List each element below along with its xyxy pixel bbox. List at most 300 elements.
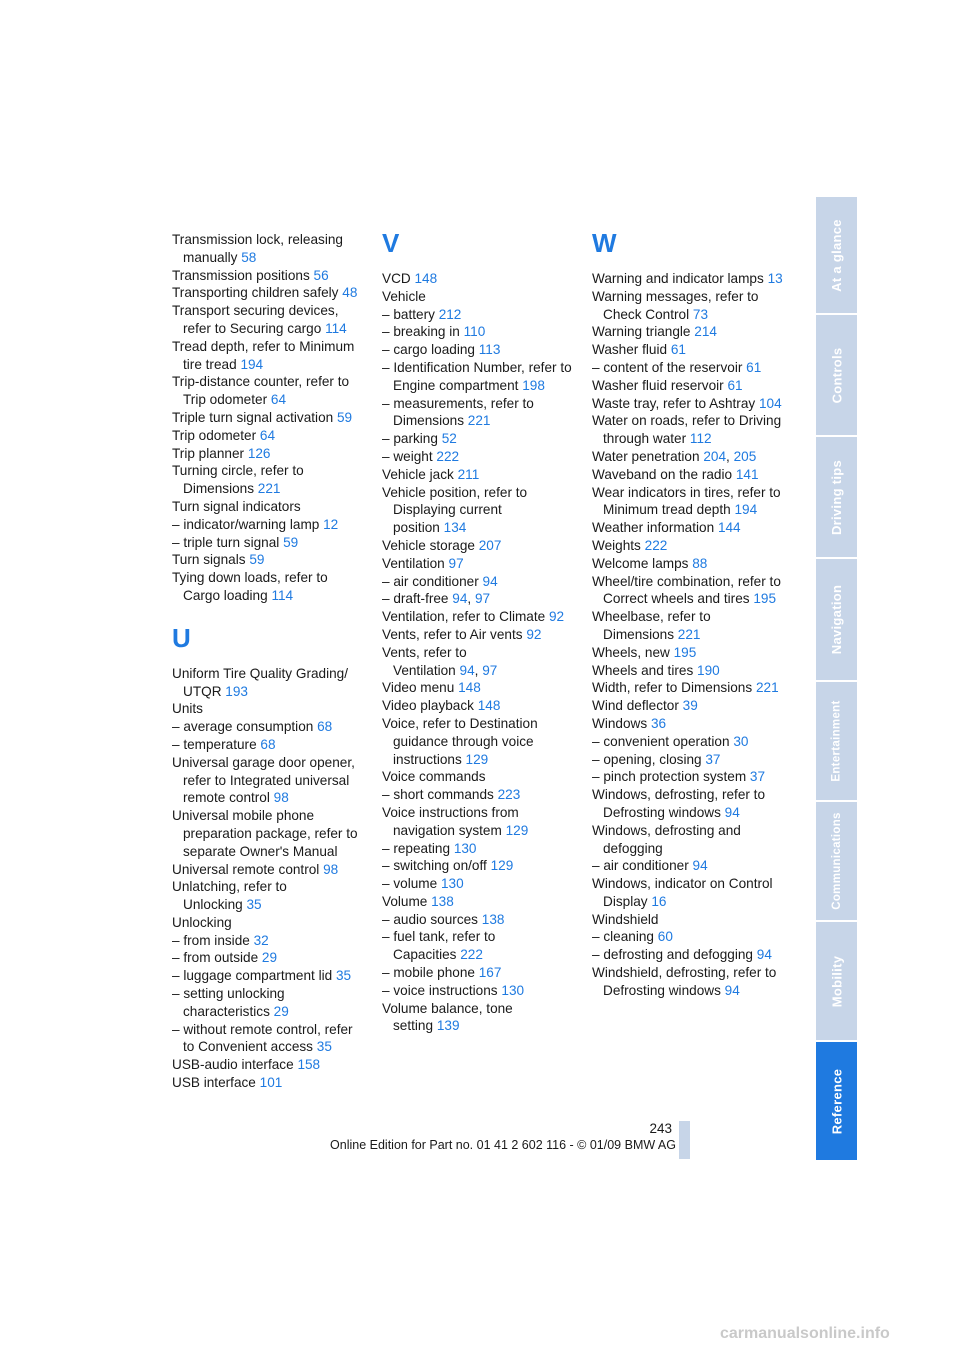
index-entry	[172, 949, 364, 967]
index-entry	[382, 395, 574, 431]
index-entry	[592, 662, 784, 680]
index-entry	[592, 412, 784, 448]
index-entry	[382, 964, 574, 982]
entry-text: – draft-free	[382, 591, 449, 607]
entry-text: Warning triangle	[592, 324, 691, 340]
index-entry: – draft-free 94, 97	[382, 591, 491, 607]
index-entry	[172, 462, 364, 498]
entry-text: Warning messages, refer to Check Control	[592, 288, 759, 322]
index-entry	[592, 644, 784, 662]
tab-navigation[interactable]	[816, 559, 857, 680]
entry-text: – air conditioner	[592, 858, 689, 874]
page-ref-link[interactable]: 211	[457, 466, 480, 482]
entry-text: – short commands	[382, 787, 494, 803]
index-entry	[382, 484, 574, 537]
index-entry	[592, 946, 784, 964]
page-ref-link[interactable]: 39	[682, 698, 698, 714]
entry-text: Windows, indicator on Control Display	[592, 876, 773, 909]
entry-text: Windows, defrosting and defogging	[592, 822, 741, 856]
entry-text: Wheels, new	[592, 644, 670, 660]
entry-text: Warning and indicator lamps	[592, 271, 764, 286]
index-entry	[592, 377, 784, 395]
entry-text: Turning circle, refer to Dimensions	[172, 463, 304, 497]
index-entry	[172, 932, 364, 950]
entry-text: – temperature	[172, 736, 257, 752]
entry-text: – air conditioner	[382, 573, 479, 589]
page-ref-link[interactable]: 113	[478, 342, 501, 358]
index-entry	[592, 537, 784, 555]
entry-text: – average consumption	[172, 719, 314, 735]
entry-text: Windshield, defrosting, refer to Defrosting windows	[592, 965, 777, 998]
index-entry	[172, 861, 364, 879]
entry-text: Width, refer to Dimensions	[592, 680, 753, 696]
page-ref-link[interactable]: 94	[452, 591, 468, 607]
tab-entertainment[interactable]	[816, 682, 857, 800]
entry-text: Vents, refer to Air vents	[382, 626, 523, 642]
index-entry	[592, 768, 784, 786]
page-ref-link[interactable]: 94	[756, 947, 772, 963]
index-entry	[592, 928, 784, 946]
page-ref-link[interactable]: 222	[460, 947, 483, 963]
page-ref-link[interactable]: 204	[703, 448, 727, 464]
page-ref-link[interactable]: 94	[459, 662, 475, 678]
index-entry	[172, 985, 364, 1021]
tab-at-a-glance[interactable]	[816, 197, 857, 313]
entry-text: Washer fluid reservoir	[592, 377, 724, 393]
index-entry	[592, 733, 784, 751]
entry-text: Tying down loads, refer to Cargo loading	[172, 570, 328, 603]
index-entry	[172, 718, 364, 736]
page-ref-link[interactable]: 130	[453, 840, 477, 856]
index-entry	[592, 270, 784, 288]
index-entry	[592, 519, 784, 537]
entry-text: Voice instructions from navigation system	[382, 804, 519, 838]
entry-text: Wear indicators in tires, refer to Minimum tread depth	[592, 484, 781, 518]
page-ref-link[interactable]: 61	[670, 342, 686, 358]
page-ref-link[interactable]: 194	[734, 502, 758, 518]
entry-text: – switching on/off	[382, 858, 487, 874]
index-entry	[172, 445, 364, 463]
entry-text: – from outside	[172, 950, 259, 966]
entry-text: Vehicle storage	[382, 537, 475, 553]
page-ref-link[interactable]: 94	[724, 982, 740, 998]
index-entry	[382, 626, 574, 644]
page-ref-link[interactable]: 138	[431, 893, 454, 909]
page-ref-link[interactable]: 30	[733, 733, 749, 749]
entry-text: Vents, refer to Ventilation	[382, 644, 467, 678]
page-ref-link[interactable]: 97	[448, 555, 464, 571]
section-letter: V	[382, 228, 400, 258]
page-ref-link[interactable]: 48	[342, 285, 358, 301]
index-entry	[172, 754, 364, 807]
page-ref-link[interactable]: 207	[478, 537, 502, 553]
entry-text: – voice instructions	[382, 982, 498, 998]
page-ref-link[interactable]: 221	[257, 481, 281, 497]
index-entry	[172, 267, 364, 285]
index-entry	[592, 573, 784, 609]
page-ref-link[interactable]: 223	[497, 787, 521, 803]
page-ref-link[interactable]: 29	[261, 950, 278, 966]
page-ref-link[interactable]: 139	[436, 1018, 460, 1034]
index-entry	[382, 359, 574, 395]
entry-text: – weight	[382, 448, 433, 464]
index-entry	[172, 665, 364, 701]
index-entry	[172, 736, 364, 754]
page-ref-link[interactable]: 221	[467, 413, 491, 429]
entry-text: Wheel/tire combination, refer to Correct wheels and tires	[592, 573, 781, 607]
index-entry	[172, 302, 364, 338]
entry-text: Unlocking	[172, 914, 232, 930]
entry-text: Windshield	[592, 911, 659, 927]
entry-text: Turn signal indicators	[172, 498, 301, 514]
index-entry	[592, 911, 784, 929]
page-ref-link[interactable]: 37	[749, 769, 766, 785]
page-ref-link[interactable]: 37	[705, 751, 721, 767]
page-ref-link[interactable]: 61	[727, 377, 743, 393]
page-ref-link[interactable]: 129	[505, 822, 529, 838]
page-ref-link[interactable]: 148	[477, 698, 501, 714]
page-ref-link[interactable]: 73	[692, 306, 709, 322]
index-entry	[382, 840, 574, 858]
page-ref-link[interactable]: 58	[241, 249, 257, 265]
page-ref-link[interactable]: 94	[482, 573, 498, 589]
page-ref-link[interactable]: 92	[549, 609, 565, 625]
index-entry	[592, 964, 784, 1000]
page-ref-link[interactable]: 94	[724, 804, 740, 820]
index-entry	[382, 537, 574, 555]
index-entry	[172, 231, 364, 267]
index-entry	[592, 697, 784, 715]
entry-text: – audio sources	[382, 911, 478, 927]
page-ref-link[interactable]: 198	[522, 377, 545, 393]
page-ref-link[interactable]: 92	[526, 626, 542, 642]
entry-text: – without remote control, refer to Convenient access	[172, 1021, 353, 1055]
index-entry	[382, 982, 574, 1000]
index-entry	[592, 786, 784, 822]
index-entry	[172, 338, 364, 374]
entry-text: Weights	[592, 537, 641, 553]
entry-text: Universal mobile phone preparation package, refer to separate Owner's Manual	[172, 808, 358, 859]
entry-text: Triple turn signal activation	[172, 409, 334, 425]
index-entry	[382, 608, 574, 626]
index-entry	[382, 928, 574, 964]
entry-text: Welcome lamps	[592, 555, 689, 571]
index-entry	[592, 359, 784, 377]
tab-communications[interactable]	[816, 802, 857, 920]
entry-text: – pinch protection system	[592, 769, 747, 785]
index-entry	[382, 323, 574, 341]
page-ref-link[interactable]: 68	[260, 736, 276, 752]
page-ref-link[interactable]: 61	[746, 359, 762, 375]
page-ref-link[interactable]: 167	[478, 965, 502, 981]
page-ref-link[interactable]: 35	[246, 897, 262, 913]
entry-text: – cleaning	[592, 929, 654, 945]
page-ref-link[interactable]: 35	[316, 1039, 332, 1055]
page-ref-link[interactable]: 193	[225, 683, 248, 699]
entry-text: – content of the reservoir	[592, 359, 743, 375]
page-ref-link[interactable]: 148	[458, 680, 481, 696]
index-entry	[382, 715, 574, 768]
tab-label: At a glance	[829, 218, 844, 292]
entry-text: Video playback	[382, 698, 474, 714]
page-ref-link[interactable]: 195	[673, 644, 697, 660]
index-entry	[382, 306, 574, 324]
page-ref-link[interactable]: 190	[697, 662, 720, 678]
index-entry	[382, 448, 574, 466]
entry-text: Volume balance, tone setting	[382, 1000, 513, 1034]
page-ref-link[interactable]: 59	[283, 534, 299, 550]
page-ref-link[interactable]: 130	[440, 876, 464, 892]
entry-text: USB interface	[172, 1075, 256, 1091]
entry-text: Ventilation, refer to Climate	[382, 609, 546, 625]
entry-text: Weather information	[592, 520, 715, 536]
index-entry	[382, 555, 574, 573]
index-entry	[172, 1021, 364, 1057]
entry-text: Universal remote control	[172, 861, 320, 877]
entry-text: Vehicle jack	[382, 466, 454, 482]
entry-text: – volume	[382, 876, 438, 892]
index-entry	[592, 288, 784, 324]
index-entry	[172, 878, 364, 914]
entry-text: Tread depth, refer to Minimum tire tread	[172, 338, 355, 372]
index-entry	[592, 715, 784, 733]
tab-driving-tips[interactable]	[816, 437, 857, 557]
entry-text: Trip planner	[172, 445, 245, 461]
page-ref-link[interactable]: 222	[436, 448, 460, 464]
index-entry	[592, 323, 784, 341]
page-ref-link[interactable]: 52	[441, 431, 457, 447]
section-letter: U	[172, 622, 191, 653]
index-column-2	[382, 228, 574, 1035]
index-entry	[592, 484, 784, 520]
section-letter: W	[592, 228, 617, 258]
entry-text: Vehicle position, refer to Displaying current position	[382, 484, 528, 536]
index-entry	[172, 516, 364, 534]
entry-text: – measurements, refer to Dimensions	[382, 395, 534, 429]
entry-text: – Identification Number, refer to Engine compartment	[382, 359, 572, 393]
entry-text: – indicator/warning lamp	[172, 516, 320, 532]
page-ref-link[interactable]: 126	[247, 445, 271, 461]
index-entry	[592, 679, 784, 697]
page-ref-link[interactable]: 35	[335, 968, 352, 984]
page-ref-link[interactable]: 59	[249, 552, 265, 568]
entry-text: – repeating	[382, 840, 451, 856]
entry-text: Waveband on the radio	[592, 466, 733, 482]
page-ref-link[interactable]: 101	[259, 1075, 283, 1091]
entry-text: – fuel tank, refer to Capacities	[382, 929, 496, 963]
page-ref-link[interactable]: 56	[313, 267, 329, 283]
index-entry	[172, 409, 364, 427]
page-ref-link[interactable]: 97	[482, 662, 498, 678]
index-entry	[172, 1074, 364, 1092]
page-ref-link[interactable]: 98	[273, 790, 289, 806]
page-ref-link[interactable]: 129	[490, 858, 514, 874]
page-ref-link[interactable]: 110	[463, 324, 486, 340]
index-entry	[172, 427, 364, 445]
page-ref-link[interactable]: 144	[717, 520, 741, 536]
page-ref-link[interactable]: 114	[271, 587, 294, 603]
index-entry	[592, 341, 784, 359]
page-number-bar	[679, 1121, 690, 1159]
index-entry	[382, 430, 574, 448]
index-entry	[172, 284, 364, 302]
entry-text: Wheelbase, refer to Dimensions	[592, 609, 711, 642]
index-entry	[382, 341, 574, 359]
page-ref-link[interactable]: 88	[692, 555, 708, 571]
entry-text: – battery	[382, 306, 435, 322]
index-entry	[172, 1056, 364, 1074]
tab-label: Communications	[830, 812, 843, 910]
page-ref-link[interactable]: 221	[755, 680, 779, 696]
tab-label: Driving tips	[829, 459, 845, 535]
page-ref-link[interactable]: 222	[644, 537, 668, 553]
index-entry	[592, 395, 784, 413]
page-ref-link[interactable]: 104	[758, 395, 782, 411]
page-ref-link[interactable]: 16	[651, 893, 667, 909]
entry-text: – opening, closing	[592, 751, 702, 767]
page-ref-link[interactable]: 148	[414, 271, 438, 286]
entry-text: Wheels and tires	[592, 662, 694, 678]
entry-text: Ventilation	[382, 555, 445, 571]
index-entry	[592, 555, 784, 573]
section-tabs	[816, 197, 857, 1160]
entry-text: Voice commands	[382, 769, 486, 785]
index-entry	[592, 608, 784, 644]
page-ref-link[interactable]: 64	[270, 392, 287, 408]
index-entry	[592, 857, 784, 875]
page-ref-link[interactable]: 158	[297, 1057, 321, 1073]
edition-footer: Online Edition for Part no. 01 41 2 602 116 - © 01/09 BMW AG	[330, 1138, 676, 1152]
entry-text: Transmission positions	[172, 267, 310, 283]
entry-text: – luggage compartment lid	[172, 968, 333, 984]
entry-text: USB-audio interface	[172, 1057, 294, 1073]
index-entry: Water penetration 204, 205	[592, 448, 757, 464]
page-ref-link[interactable]: 32	[253, 932, 269, 948]
page-ref-link[interactable]: 12	[323, 516, 339, 532]
entry-text: – mobile phone	[382, 965, 475, 981]
entry-text: Uniform Tire Quality Grading/ UTQR	[172, 665, 349, 699]
tab-label: Reference	[829, 1068, 845, 1134]
index-entry	[172, 569, 364, 605]
entry-text: Windows	[592, 715, 648, 731]
entry-text: Water penetration	[592, 448, 700, 464]
index-entry	[592, 466, 784, 484]
entry-text: – from inside	[172, 932, 250, 948]
page-number: 243	[649, 1121, 672, 1136]
index-entry	[382, 466, 574, 484]
entry-text: Transporting children safely	[172, 285, 339, 301]
index-column-1	[172, 231, 364, 1092]
index-entry	[382, 768, 574, 786]
entry-text: Trip-distance counter, refer to Trip odometer	[172, 374, 350, 408]
entry-text: – setting unlocking characteristics	[172, 986, 285, 1019]
entry-text: Voice, refer to Destination guidance through voice instructions	[382, 715, 538, 767]
entry-text: – convenient operation	[592, 733, 730, 749]
page-ref-link[interactable]: 212	[438, 306, 462, 322]
index-entry	[382, 573, 574, 591]
entry-text: – defrosting and defogging	[592, 947, 753, 963]
index-entry	[382, 786, 574, 804]
entry-text: – breaking in	[382, 324, 460, 340]
index-entry	[172, 498, 364, 516]
entry-text: – triple turn signal	[172, 534, 280, 550]
index-entry: Vents, refer to Ventilation 94, 97	[382, 644, 498, 678]
page-ref-link[interactable]: 60	[657, 929, 673, 945]
page-ref-link[interactable]: 29	[273, 1003, 289, 1019]
page-ref-link[interactable]: 97	[474, 591, 491, 607]
entry-text: Vehicle	[382, 288, 426, 304]
page-ref-link[interactable]: 221	[677, 626, 701, 642]
entry-text: – cargo loading	[382, 342, 475, 358]
entry-text: Volume	[382, 893, 428, 909]
page-ref-link[interactable]: 130	[501, 982, 525, 998]
page-ref-link[interactable]: 36	[650, 715, 667, 731]
index-entry	[382, 911, 574, 929]
page-ref-link[interactable]: 64	[259, 427, 276, 443]
index-entry	[172, 807, 364, 860]
entry-text: Video menu	[382, 680, 455, 696]
page-ref-link[interactable]: 13	[767, 271, 783, 286]
index-entry	[382, 804, 574, 840]
tab-reference[interactable]	[816, 1042, 857, 1160]
index-entry	[382, 270, 574, 288]
index-entry	[592, 875, 784, 911]
entry-text: Unlatching, refer to Unlocking	[172, 879, 287, 913]
entry-text: Turn signals	[172, 552, 246, 568]
page-ref-link[interactable]: 205	[733, 448, 757, 464]
tab-mobility[interactable]	[816, 922, 857, 1040]
page-ref-link[interactable]: 129	[465, 751, 489, 767]
tab-label: Navigation	[829, 584, 844, 655]
page-ref-link[interactable]: 194	[240, 356, 264, 372]
index-entry	[382, 857, 574, 875]
page-ref-link[interactable]: 195	[753, 591, 777, 607]
index-entry	[382, 893, 574, 911]
page-ref-link[interactable]: 138	[481, 911, 505, 927]
page-ref-link[interactable]: 98	[323, 861, 339, 877]
entry-text: VCD	[382, 271, 411, 286]
tab-label: Controls	[829, 347, 844, 403]
index-entry	[382, 1000, 574, 1036]
entry-text: Wind deflector	[592, 698, 679, 714]
entry-text: Waste tray, refer to Ashtray	[592, 395, 756, 411]
entry-text: Universal garage door opener, refer to Integrated universal remote control	[172, 754, 355, 806]
watermark: carmanualsonline.info	[720, 1325, 890, 1342]
tab-label: Entertainment	[830, 700, 843, 782]
page-ref-link[interactable]: 214	[694, 324, 717, 340]
index-entry	[592, 822, 784, 858]
page-ref-link[interactable]: 112	[689, 431, 712, 447]
index-entry	[172, 967, 364, 985]
page-ref-link[interactable]: 68	[317, 719, 333, 735]
entry-text: Units	[172, 701, 203, 717]
page-ref-link[interactable]: 141	[735, 466, 759, 482]
tab-label: Mobility	[829, 955, 845, 1007]
page-ref-link[interactable]: 59	[336, 409, 353, 425]
index-entry	[592, 751, 784, 769]
entry-text: Trip odometer	[172, 427, 257, 443]
index-entry	[172, 700, 364, 718]
entry-text: – parking	[382, 431, 438, 447]
index-column-3	[592, 228, 784, 1000]
tab-controls[interactable]	[816, 315, 857, 435]
index-entry	[382, 288, 574, 306]
page-ref-link[interactable]: 114	[325, 320, 347, 336]
page-ref-link[interactable]: 94	[692, 858, 708, 874]
entry-text: Transmission lock, releasing manually	[172, 232, 343, 265]
page-ref-link[interactable]: 134	[443, 520, 467, 536]
index-entry	[172, 373, 364, 409]
